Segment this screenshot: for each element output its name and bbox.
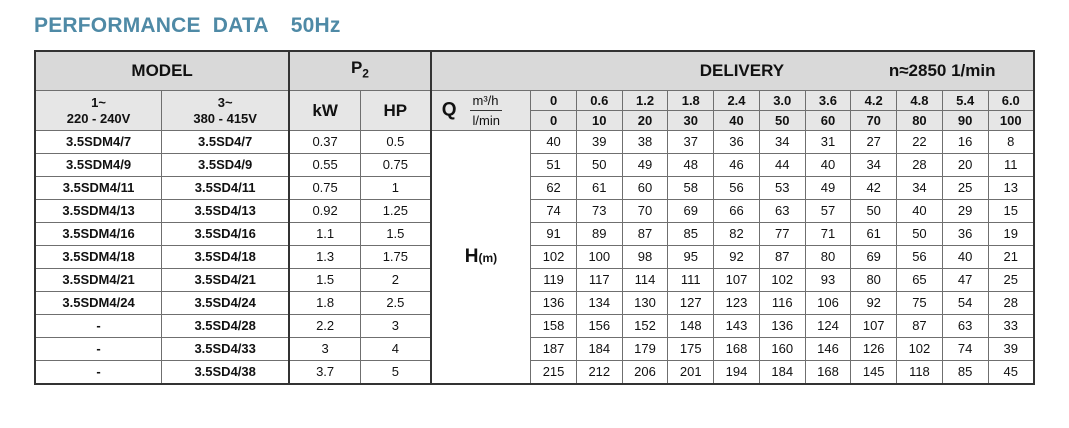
model-3phase-cell: 3.5SD4/28 xyxy=(162,315,290,338)
table-row xyxy=(35,315,1034,338)
title-text: PERFORMANCE DATA xyxy=(34,14,269,37)
head-value-cell: 63 xyxy=(759,200,805,223)
head-value-cell: 39 xyxy=(988,338,1034,361)
head-value-cell: 127 xyxy=(668,292,714,315)
table-row xyxy=(35,361,1034,385)
head-value-cell: 39 xyxy=(576,131,622,154)
hp-cell: 1.75 xyxy=(361,246,431,269)
head-value-cell: 89 xyxy=(576,223,622,246)
table-row xyxy=(35,154,1034,177)
head-value-cell: 124 xyxy=(805,315,851,338)
head-value-cell: 87 xyxy=(897,315,943,338)
head-value-cell: 95 xyxy=(668,246,714,269)
flow-m3h-cell: 2.4 xyxy=(714,91,760,111)
hp-cell: 1.25 xyxy=(361,200,431,223)
flow-m3h-cell: 3.0 xyxy=(759,91,805,111)
head-value-cell: 168 xyxy=(805,361,851,385)
flow-lmin-cell: 10 xyxy=(576,111,622,131)
head-value-cell: 215 xyxy=(531,361,577,385)
head-value-cell: 160 xyxy=(759,338,805,361)
header-row-1 xyxy=(35,51,1034,91)
flow-lmin-cell: 50 xyxy=(759,111,805,131)
flow-lmin-cell: 0 xyxy=(531,111,577,131)
head-value-cell: 201 xyxy=(668,361,714,385)
head-value-cell: 61 xyxy=(851,223,897,246)
unit-lmin: l/min xyxy=(472,113,500,128)
kw-cell: 3.7 xyxy=(289,361,360,385)
head-value-cell: 49 xyxy=(805,177,851,200)
hp-cell: 4 xyxy=(361,338,431,361)
head-value-cell: 40 xyxy=(942,246,988,269)
title-frequency: 50Hz xyxy=(290,14,341,37)
head-value-cell: 82 xyxy=(714,223,760,246)
head-value-cell: 93 xyxy=(805,269,851,292)
table-row xyxy=(35,246,1034,269)
head-value-cell: 57 xyxy=(805,200,851,223)
model-3phase-cell: 3.5SD4/24 xyxy=(162,292,290,315)
head-value-cell: 62 xyxy=(531,177,577,200)
head-value-cell: 58 xyxy=(668,177,714,200)
head-value-cell: 87 xyxy=(622,223,668,246)
head-value-cell: 107 xyxy=(851,315,897,338)
head-value-cell: 74 xyxy=(531,200,577,223)
kw-header: kW xyxy=(289,91,360,131)
head-value-cell: 143 xyxy=(714,315,760,338)
head-value-cell: 21 xyxy=(988,246,1034,269)
kw-cell: 1.3 xyxy=(289,246,360,269)
head-value-cell: 36 xyxy=(942,223,988,246)
unit-m3h: m³/h xyxy=(470,91,501,111)
page-title xyxy=(34,14,341,38)
head-value-cell: 91 xyxy=(531,223,577,246)
head-value-cell: 56 xyxy=(897,246,943,269)
head-value-cell: 179 xyxy=(622,338,668,361)
head-value-cell: 56 xyxy=(714,177,760,200)
head-value-cell: 187 xyxy=(531,338,577,361)
table-row xyxy=(35,338,1034,361)
hp-cell: 1 xyxy=(361,177,431,200)
head-value-cell: 102 xyxy=(531,246,577,269)
kw-cell: 0.55 xyxy=(289,154,360,177)
phase3-voltage: 380 - 415V xyxy=(193,110,257,126)
p2-label: P xyxy=(350,58,363,78)
head-value-cell: 194 xyxy=(714,361,760,385)
head-value-cell: 148 xyxy=(668,315,714,338)
head-value-cell: 74 xyxy=(942,338,988,361)
head-value-cell: 61 xyxy=(576,177,622,200)
table-row xyxy=(35,269,1034,292)
delivery-label: DELIVERY xyxy=(699,61,785,80)
flow-lmin-cell: 30 xyxy=(668,111,714,131)
flow-lmin-cell: 40 xyxy=(714,111,760,131)
head-value-cell: 118 xyxy=(897,361,943,385)
phase1-label: 1~ xyxy=(91,94,106,110)
head-value-cell: 13 xyxy=(988,177,1034,200)
flow-m3h-cell: 5.4 xyxy=(942,91,988,111)
head-value-cell: 69 xyxy=(851,246,897,269)
head-label: H xyxy=(464,245,479,267)
kw-cell: 1.1 xyxy=(289,223,360,246)
model-1phase-cell: 3.5SDM4/9 xyxy=(35,154,162,177)
head-value-cell: 102 xyxy=(759,269,805,292)
flow-m3h-cell: 4.2 xyxy=(851,91,897,111)
head-value-cell: 85 xyxy=(942,361,988,385)
model-1phase-cell: - xyxy=(35,361,162,385)
q-label: Q xyxy=(441,99,457,121)
flow-lmin-cell: 20 xyxy=(622,111,668,131)
model-3phase-cell: 3.5SD4/9 xyxy=(162,154,290,177)
model-1phase-cell: 3.5SDM4/11 xyxy=(35,177,162,200)
head-value-cell: 33 xyxy=(988,315,1034,338)
head-value-cell: 75 xyxy=(897,292,943,315)
flow-m3h-cell: 4.8 xyxy=(897,91,943,111)
head-value-cell: 106 xyxy=(805,292,851,315)
head-value-cell: 28 xyxy=(897,154,943,177)
head-value-cell: 28 xyxy=(988,292,1034,315)
head-value-cell: 34 xyxy=(897,177,943,200)
head-value-cell: 130 xyxy=(622,292,668,315)
p2-subscript: 2 xyxy=(362,66,369,81)
head-value-cell: 65 xyxy=(897,269,943,292)
model-3phase-cell: 3.5SD4/21 xyxy=(162,269,290,292)
hp-header: HP xyxy=(361,91,431,131)
flow-m3h-cell: 0.6 xyxy=(576,91,622,111)
model-3phase-cell: 3.5SD4/33 xyxy=(162,338,290,361)
head-value-cell: 40 xyxy=(531,131,577,154)
model-1phase-cell: 3.5SDM4/16 xyxy=(35,223,162,246)
kw-cell: 1.5 xyxy=(289,269,360,292)
head-value-cell: 102 xyxy=(897,338,943,361)
head-value-cell: 70 xyxy=(622,200,668,223)
flow-lmin-cell: 70 xyxy=(851,111,897,131)
head-value-cell: 34 xyxy=(851,154,897,177)
model-header: MODEL xyxy=(35,51,289,91)
head-value-cell: 73 xyxy=(576,200,622,223)
model-1phase-cell: 3.5SDM4/24 xyxy=(35,292,162,315)
head-value-cell: 175 xyxy=(668,338,714,361)
phase1-voltage: 220 - 240V xyxy=(66,110,131,126)
speed-label: n≈2850 1/min xyxy=(888,61,996,80)
phase3-label: 3~ xyxy=(217,94,233,110)
head-value-cell: 11 xyxy=(988,154,1034,177)
head-value-cell: 44 xyxy=(759,154,805,177)
head-value-cell: 40 xyxy=(897,200,943,223)
kw-cell: 0.37 xyxy=(289,131,360,154)
hp-cell: 0.5 xyxy=(361,131,431,154)
kw-cell: 3 xyxy=(289,338,360,361)
head-value-cell: 92 xyxy=(851,292,897,315)
head-value-cell: 34 xyxy=(759,131,805,154)
head-value-cell: 114 xyxy=(622,269,668,292)
head-value-cell: 126 xyxy=(851,338,897,361)
model-1phase-cell: 3.5SDM4/13 xyxy=(35,200,162,223)
hp-cell: 3 xyxy=(361,315,431,338)
head-value-cell: 116 xyxy=(759,292,805,315)
head-value-cell: 77 xyxy=(759,223,805,246)
phase3-header xyxy=(162,91,290,131)
header-row-2 xyxy=(35,91,1034,111)
flow-m3h-cell: 1.2 xyxy=(622,91,668,111)
delivery-header xyxy=(431,51,1034,91)
head-value-cell: 60 xyxy=(622,177,668,200)
p2-header xyxy=(289,51,430,91)
flow-lmin-cell: 60 xyxy=(805,111,851,131)
head-value-cell: 40 xyxy=(805,154,851,177)
flow-m3h-cell: 1.8 xyxy=(668,91,714,111)
head-value-cell: 31 xyxy=(805,131,851,154)
q-units xyxy=(470,91,501,130)
phase1-header xyxy=(35,91,162,131)
head-value-cell: 45 xyxy=(988,361,1034,385)
kw-cell: 0.92 xyxy=(289,200,360,223)
performance-table xyxy=(34,50,1035,385)
head-value-cell: 136 xyxy=(531,292,577,315)
head-value-cell: 136 xyxy=(759,315,805,338)
flow-lmin-cell: 90 xyxy=(942,111,988,131)
head-value-cell: 50 xyxy=(576,154,622,177)
head-value-cell: 158 xyxy=(531,315,577,338)
head-value-cell: 69 xyxy=(668,200,714,223)
head-value-cell: 168 xyxy=(714,338,760,361)
head-value-cell: 16 xyxy=(942,131,988,154)
head-value-cell: 206 xyxy=(622,361,668,385)
head-label-cell xyxy=(431,131,531,385)
table-row xyxy=(35,223,1034,246)
head-value-cell: 123 xyxy=(714,292,760,315)
head-value-cell: 85 xyxy=(668,223,714,246)
head-value-cell: 8 xyxy=(988,131,1034,154)
head-value-cell: 42 xyxy=(851,177,897,200)
model-1phase-cell: 3.5SDM4/18 xyxy=(35,246,162,269)
flow-m3h-cell: 6.0 xyxy=(988,91,1034,111)
head-unit: (m) xyxy=(478,250,498,265)
head-value-cell: 92 xyxy=(714,246,760,269)
head-value-cell: 98 xyxy=(622,246,668,269)
head-value-cell: 53 xyxy=(759,177,805,200)
head-value-cell: 134 xyxy=(576,292,622,315)
head-value-cell: 87 xyxy=(759,246,805,269)
head-value-cell: 54 xyxy=(942,292,988,315)
hp-cell: 5 xyxy=(361,361,431,385)
model-1phase-cell: 3.5SDM4/21 xyxy=(35,269,162,292)
head-value-cell: 80 xyxy=(805,246,851,269)
head-value-cell: 146 xyxy=(805,338,851,361)
head-value-cell: 184 xyxy=(759,361,805,385)
head-value-cell: 119 xyxy=(531,269,577,292)
head-value-cell: 29 xyxy=(942,200,988,223)
head-value-cell: 25 xyxy=(942,177,988,200)
head-value-cell: 71 xyxy=(805,223,851,246)
head-value-cell: 111 xyxy=(668,269,714,292)
head-value-cell: 19 xyxy=(988,223,1034,246)
flow-lmin-cell: 80 xyxy=(897,111,943,131)
head-value-cell: 117 xyxy=(576,269,622,292)
model-3phase-cell: 3.5SD4/11 xyxy=(162,177,290,200)
table-row xyxy=(35,292,1034,315)
hp-cell: 2 xyxy=(361,269,431,292)
table-body xyxy=(35,131,1034,385)
model-1phase-cell: 3.5SDM4/7 xyxy=(35,131,162,154)
hp-cell: 0.75 xyxy=(361,154,431,177)
model-3phase-cell: 3.5SD4/16 xyxy=(162,223,290,246)
model-3phase-cell: 3.5SD4/18 xyxy=(162,246,290,269)
head-value-cell: 100 xyxy=(576,246,622,269)
head-value-cell: 152 xyxy=(622,315,668,338)
flow-lmin-cell: 100 xyxy=(988,111,1034,131)
flow-m3h-cell: 0 xyxy=(531,91,577,111)
table-row xyxy=(35,131,1034,154)
kw-cell: 1.8 xyxy=(289,292,360,315)
model-1phase-cell: - xyxy=(35,338,162,361)
q-header xyxy=(431,91,531,131)
model-3phase-cell: 3.5SD4/13 xyxy=(162,200,290,223)
head-value-cell: 145 xyxy=(851,361,897,385)
head-value-cell: 50 xyxy=(851,200,897,223)
head-value-cell: 38 xyxy=(622,131,668,154)
head-value-cell: 63 xyxy=(942,315,988,338)
flow-m3h-cell: 3.6 xyxy=(805,91,851,111)
head-value-cell: 37 xyxy=(668,131,714,154)
kw-cell: 2.2 xyxy=(289,315,360,338)
model-3phase-cell: 3.5SD4/38 xyxy=(162,361,290,385)
head-value-cell: 46 xyxy=(714,154,760,177)
head-value-cell: 22 xyxy=(897,131,943,154)
head-value-cell: 184 xyxy=(576,338,622,361)
head-value-cell: 36 xyxy=(714,131,760,154)
head-value-cell: 47 xyxy=(942,269,988,292)
head-value-cell: 107 xyxy=(714,269,760,292)
kw-cell: 0.75 xyxy=(289,177,360,200)
model-3phase-cell: 3.5SD4/7 xyxy=(162,131,290,154)
hp-cell: 1.5 xyxy=(361,223,431,246)
head-value-cell: 48 xyxy=(668,154,714,177)
head-value-cell: 25 xyxy=(988,269,1034,292)
head-value-cell: 51 xyxy=(531,154,577,177)
hp-cell: 2.5 xyxy=(361,292,431,315)
model-1phase-cell: - xyxy=(35,315,162,338)
head-value-cell: 15 xyxy=(988,200,1034,223)
table-row xyxy=(35,177,1034,200)
head-value-cell: 50 xyxy=(897,223,943,246)
head-value-cell: 66 xyxy=(714,200,760,223)
table-row xyxy=(35,200,1034,223)
head-value-cell: 27 xyxy=(851,131,897,154)
head-value-cell: 20 xyxy=(942,154,988,177)
head-value-cell: 212 xyxy=(576,361,622,385)
head-value-cell: 156 xyxy=(576,315,622,338)
head-value-cell: 49 xyxy=(622,154,668,177)
head-value-cell: 80 xyxy=(851,269,897,292)
